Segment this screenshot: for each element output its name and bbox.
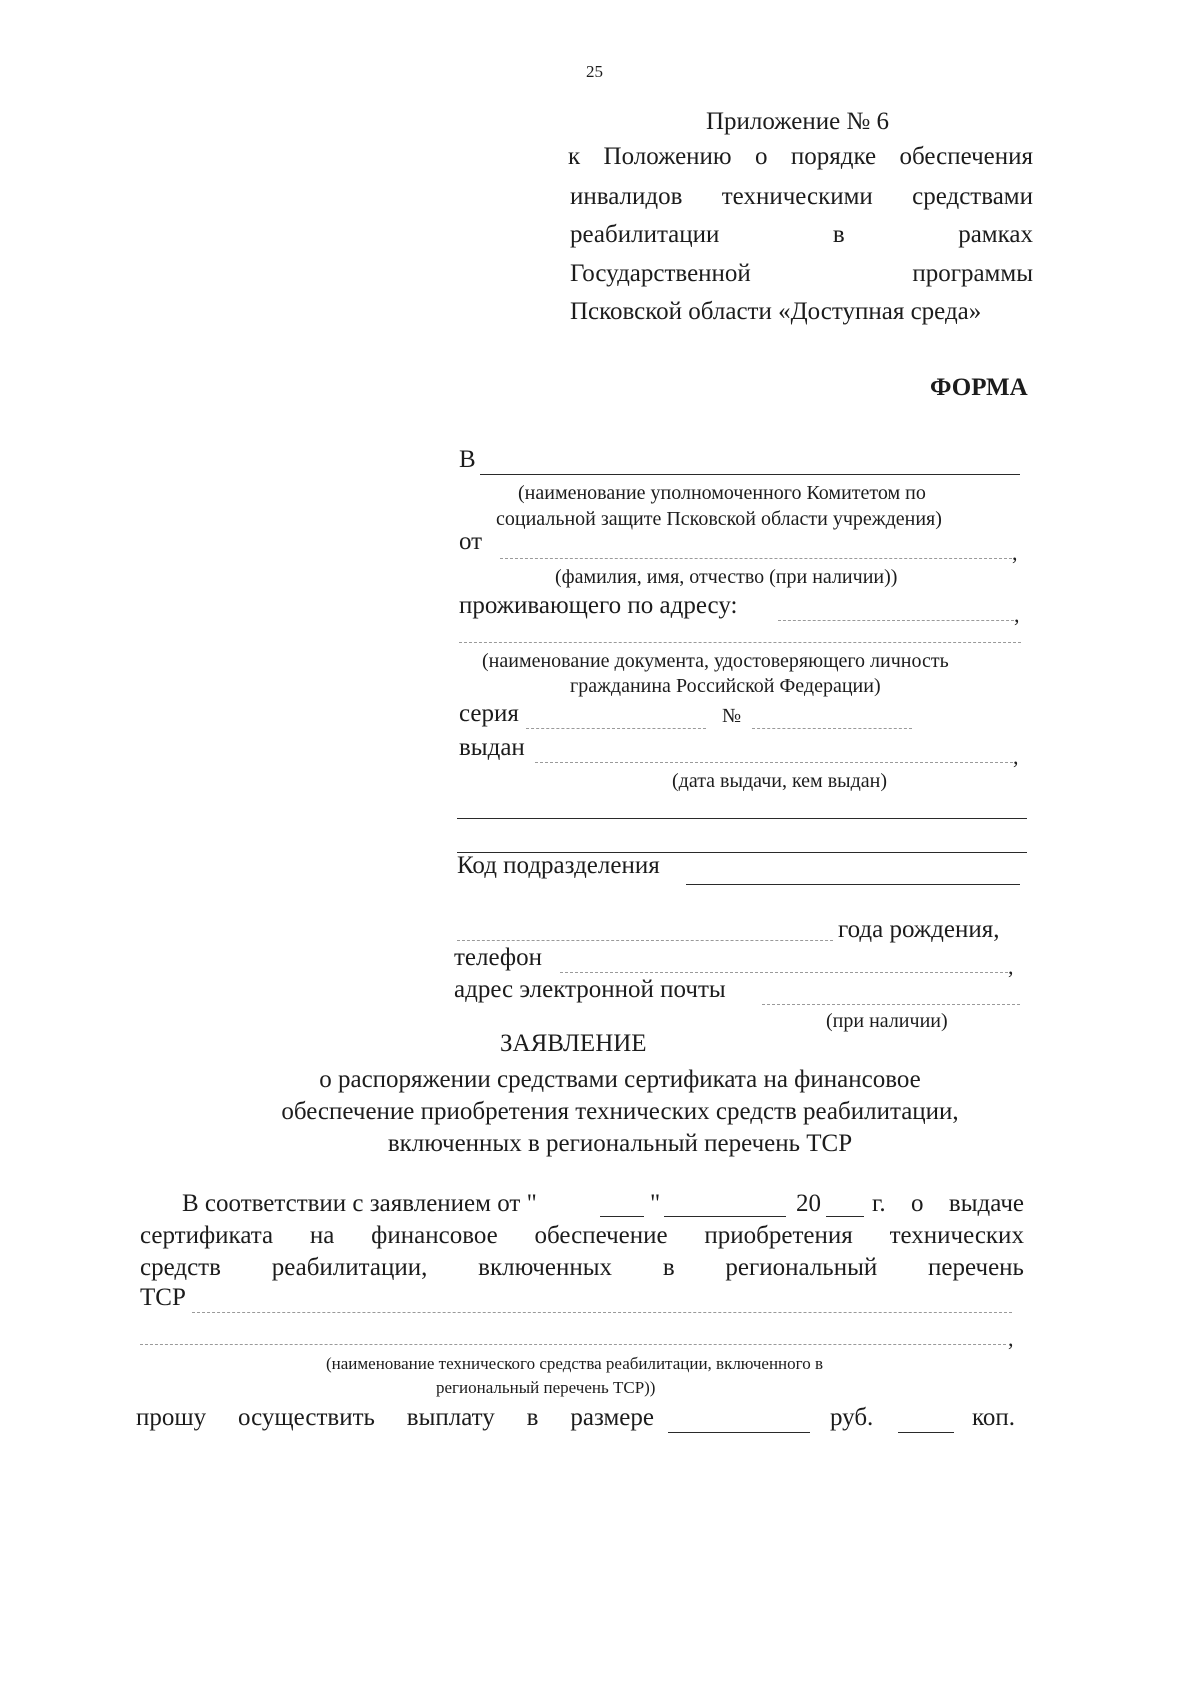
series-label: серия — [459, 700, 519, 727]
body-word: включенных — [478, 1254, 613, 1281]
tsr-hint-1: (наименование технического средства реабилитации, включенного в — [326, 1354, 823, 1373]
phone-label: телефон — [454, 944, 542, 971]
body-word: финансовое — [371, 1222, 498, 1249]
statement-subtitle-3: включенных в региональный перечень ТСР — [387, 1130, 853, 1157]
from-hint: (фамилия, имя, отчество (при наличии)) — [555, 566, 898, 588]
body-word: на — [309, 1222, 335, 1249]
email-field-line[interactable] — [762, 1004, 1020, 1005]
issued-extra-line-1[interactable] — [457, 818, 1027, 819]
payment-word: прошу — [136, 1404, 207, 1431]
statement-title: ЗАЯВЛЕНИЕ — [500, 1030, 647, 1057]
document-field-line[interactable] — [459, 642, 1021, 643]
appendix-word: техническими — [721, 183, 873, 210]
email-hint: (при наличии) — [826, 1010, 948, 1032]
body-word: технических — [889, 1222, 1024, 1249]
appendix-line-3 — [570, 221, 1033, 249]
to-hint-1: (наименование уполномоченного Комитетом по — [518, 482, 926, 504]
tsr-label: ТСР — [140, 1284, 186, 1311]
kop-label: коп. — [972, 1404, 1016, 1431]
body-line-3 — [140, 1254, 1024, 1282]
appendix-title: Приложение № 6 — [706, 108, 890, 135]
rub-label: руб. — [830, 1404, 874, 1431]
day-field-line[interactable] — [600, 1216, 644, 1217]
body-word: перечень — [928, 1254, 1024, 1281]
number-label: № — [722, 705, 742, 727]
phone-field-line[interactable] — [560, 972, 1008, 973]
body-line-1-end: г. о выдаче — [872, 1190, 1024, 1217]
appendix-word: реабилитации — [570, 221, 720, 248]
kop-field-line[interactable] — [898, 1432, 954, 1433]
year-field-line[interactable] — [826, 1216, 864, 1217]
address-comma: , — [1014, 602, 1020, 627]
subdivision-field-line[interactable] — [686, 884, 1020, 885]
body-line-1-start: В соответствии с заявлением от " — [182, 1190, 537, 1217]
appendix-word: средствами — [912, 183, 1033, 210]
tsr-comma: , — [1008, 1326, 1014, 1351]
appendix-line-1: к Положению о порядке обеспечения — [568, 143, 1033, 170]
tsr-hint-2: региональный перечень ТСР)) — [436, 1378, 656, 1397]
to-hint-2: социальной защите Псковской области учреждения) — [496, 508, 942, 530]
payment-word: размере — [570, 1404, 654, 1431]
appendix-word: рамках — [958, 221, 1033, 248]
birth-field-line[interactable] — [457, 940, 833, 941]
to-field-line[interactable] — [480, 474, 1020, 475]
body-quote-close: " — [650, 1190, 661, 1217]
page-number: 25 — [586, 62, 603, 81]
statement-subtitle-2: обеспечение приобретения технических средств реабилитации, — [281, 1098, 959, 1125]
issued-field-line[interactable] — [535, 762, 1013, 763]
body-word: средств — [140, 1254, 221, 1281]
form-label: ФОРМА — [930, 374, 1028, 401]
subdivision-label: Код подразделения — [457, 852, 660, 879]
address-field-line[interactable] — [778, 620, 1014, 621]
document-hint-1: (наименование документа, удостоверяющего личность — [482, 650, 949, 672]
body-word: приобретения — [704, 1222, 853, 1249]
email-label: адрес электронной почты — [454, 976, 726, 1003]
payment-word: выплату — [406, 1404, 495, 1431]
body-word: обеспечение — [534, 1222, 668, 1249]
body-line-2 — [140, 1222, 1024, 1250]
from-comma: , — [1012, 540, 1018, 565]
issued-hint: (дата выдачи, кем выдан) — [672, 770, 887, 792]
appendix-line-2 — [570, 183, 1033, 211]
series-field-line[interactable] — [526, 728, 706, 729]
month-field-line[interactable] — [664, 1216, 786, 1217]
phone-comma: , — [1008, 954, 1014, 979]
statement-subtitle-1: о распоряжении средствами сертификата на финансовое — [319, 1066, 921, 1093]
payment-text — [136, 1404, 654, 1432]
appendix-line-5: Псковской области «Доступная среда» — [570, 298, 982, 325]
from-prefix: от — [459, 528, 483, 555]
issued-comma: , — [1013, 744, 1019, 769]
payment-word: осуществить — [238, 1404, 375, 1431]
document-hint-2: гражданина Российской Федерации) — [570, 675, 881, 697]
appendix-word: в — [832, 221, 845, 248]
appendix-word: инвалидов — [570, 183, 683, 210]
number-field-line[interactable] — [752, 728, 912, 729]
tsr-field-line[interactable] — [192, 1312, 1012, 1313]
body-word: региональный — [725, 1254, 878, 1281]
address-label: проживающего по адресу: — [459, 592, 738, 619]
body-year-prefix: 20 — [796, 1190, 821, 1217]
body-word: реабилитации, — [271, 1254, 428, 1281]
appendix-word: программы — [912, 260, 1033, 287]
rub-field-line[interactable] — [668, 1432, 810, 1433]
tsr-field-line-2[interactable] — [140, 1344, 1006, 1345]
appendix-line-4 — [570, 260, 1033, 288]
to-prefix: В — [459, 446, 476, 473]
body-word: сертификата — [140, 1222, 274, 1249]
appendix-word: Государственной — [570, 260, 751, 287]
from-field-line[interactable] — [500, 558, 1012, 559]
birth-label: года рождения, — [838, 916, 1000, 943]
body-word: в — [662, 1254, 675, 1281]
issued-label: выдан — [459, 734, 525, 761]
payment-word: в — [526, 1404, 539, 1431]
